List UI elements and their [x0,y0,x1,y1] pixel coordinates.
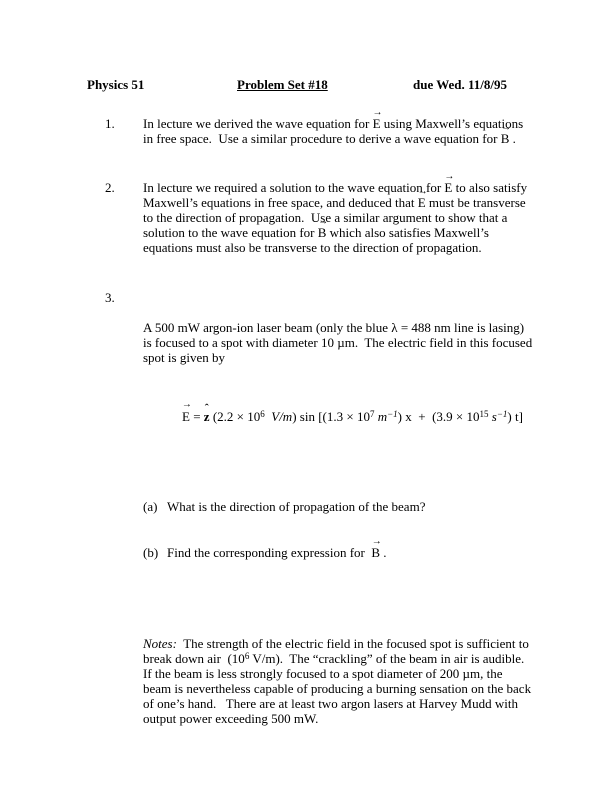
part-a-text: What is the direction of propagation of the beam? [167,499,426,514]
vector-e-symbol: E → [444,180,452,195]
part-a [143,499,533,514]
part-b [143,545,533,560]
part-b-label: (b) [143,545,159,560]
problem-2-number: 2. [105,180,115,195]
problem-1-text: In lecture we derived the wave equation for E → using Maxwell’s equations in free space. Use a similar procedure to derive a wave equation for B → . [143,116,533,146]
due-date: due Wed. 11/8/95 [413,77,508,92]
problem-2-text: In lecture we required a solution to the wave equation for E → to also satisfy Maxwell’s equations in free space, and deduced that E → must be transverse to the direction of propagation. Use a similar argument to show that a solution to the wave equation for B → which also satisfies Maxwell’s equations must also be transverse to the direction of propagation. [143,180,533,255]
vector-b-symbol: B → [318,225,327,240]
vector-e-symbol: E → [182,408,190,425]
vector-b-symbol: B → [371,545,380,560]
vector-e-symbol: E → [418,195,426,210]
vector-e-symbol: E → [373,116,381,131]
problem-3-number: 3. [105,290,115,305]
problem-2 [105,180,533,255]
course-name: Physics 51 [87,77,145,92]
problem-set-title: Problem Set #18 [237,77,328,92]
vector-b-symbol: B → [501,131,510,146]
problem-1-number: 1. [105,116,115,131]
problem-3 [105,290,536,756]
electric-field-equation: E → = z ˆ ($2.2 \times 10^6$ V/m) $\sin [(1.3 \times 10^7$ $m^{-1}$) $x + (3.9 \times 10^{15}$ $s^{-1}$) t] [182,408,533,425]
problem-1 [105,116,533,146]
part-b-text: Find the corresponding expression for B → . [167,545,387,560]
notes-paragraph: Notes: The strength of the electric field in the focused spot is sufficient to break down air ($10^6$ V/m). The “crackling” of the beam in air is audible. If the beam is less strongly focused to a spot diameter of 200 µm, the beam is nevertheless capable of producing a burning sensation on the back of one’s hand. There are at least two argon lasers at Harvey Mudd with output power exceeding 500 mW. [143,636,535,726]
document-header [0,77,612,93]
unit-vector-z-symbol: z ˆ [204,408,210,425]
problem-3-text: A 500 mW argon-ion laser beam (only the blue λ = 488 nm line is lasing) is focused to a spot with diameter 10 µm. The electric field in this focused spot is given by [143,320,536,365]
part-a-label: (a) [143,499,158,514]
problem-3-parts [143,469,533,591]
